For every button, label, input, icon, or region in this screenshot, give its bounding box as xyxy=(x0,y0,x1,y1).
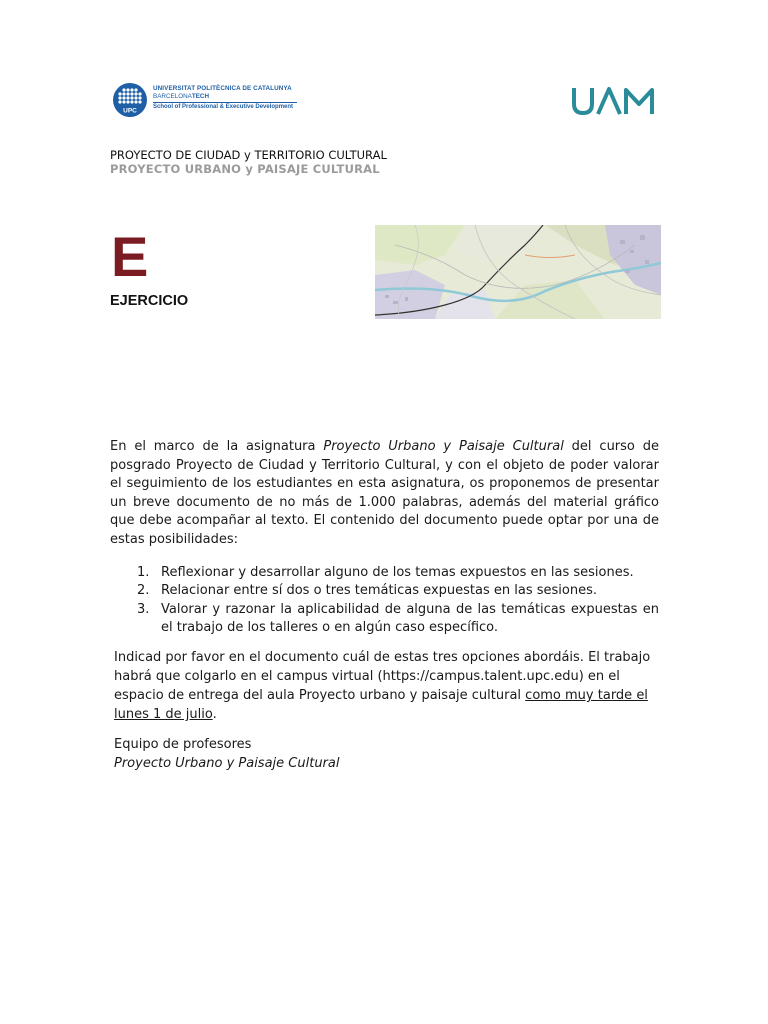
signature xyxy=(114,735,339,773)
upc-campus-tech: TECH xyxy=(191,93,209,100)
instructions-paragraph xyxy=(114,648,659,724)
list-item xyxy=(110,601,659,638)
option-number: 2. xyxy=(137,583,150,599)
intro-text-before: En el marco de la asignatura xyxy=(110,439,324,454)
list-item xyxy=(110,564,659,582)
section-label: EJERCICIO xyxy=(110,293,189,309)
upc-school: School of Professional & Executive Development xyxy=(153,104,294,110)
instructions-text: Indicad por favor en el documento cuál de estas tres opciones abordáis. El trabajo habrá que colgarlo en el campus virtual (https://campus.talent.upc.edu) en el espacio de entrega del aula Proyecto urbano y paisaje cultural xyxy=(114,650,651,703)
signature-team: Equipo de profesores xyxy=(114,737,252,752)
options-list xyxy=(110,564,659,638)
option-text: Relacionar entre sí dos o tres temáticas expuestas en las sesiones. xyxy=(161,583,597,599)
intro-paragraph xyxy=(110,438,659,550)
signature-course: Proyecto Urbano y Paisaje Cultural xyxy=(114,756,340,771)
course-title: PROYECTO URBANO y PAISAJE CULTURAL xyxy=(110,162,380,176)
upc-divider xyxy=(153,102,297,103)
list-item xyxy=(110,582,659,600)
upc-badge-text: UPC xyxy=(123,107,137,115)
upc-campus xyxy=(153,93,209,100)
upc-logo xyxy=(113,83,303,119)
option-text: Valorar y razonar la aplicabilidad de alguna de las temáticas expuestas en el trabajo de los talleres o en algún caso específico. xyxy=(161,601,659,636)
deadline-text: como muy tarde el lunes 1 de julio xyxy=(114,688,648,722)
section-letter: E xyxy=(111,225,149,288)
upc-dots-icon xyxy=(113,83,147,117)
intro-text-after: del curso de posgrado Proyecto de Ciudad y Territorio Cultural, y con el objeto de poder valorar el seguimiento de los estudiantes en esta asignatura, os proponemos de presentar un breve documento de no más de 1.000 palabras, además del material gráfico que debe acompañar al texto. El contenido del documento puede optar por una de estas posibilidades: xyxy=(110,439,659,547)
option-number: 3. xyxy=(137,601,150,617)
option-number: 1. xyxy=(137,565,150,580)
uam-logo xyxy=(571,86,657,116)
intro-course-name: Proyecto Urbano y Paisaje Cultural xyxy=(323,439,564,454)
upc-campus-city: BARCELONA xyxy=(153,93,192,100)
instructions-end: . xyxy=(212,707,217,722)
territory-map-image xyxy=(375,225,661,319)
upc-name: UNIVERSITAT POLITÈCNICA DE CATALUNYA xyxy=(153,85,292,92)
option-text: Reflexionar y desarrollar alguno de los temas expuestos en las sesiones. xyxy=(161,565,634,580)
program-title: PROYECTO DE CIUDAD y TERRITORIO CULTURAL xyxy=(110,148,387,162)
